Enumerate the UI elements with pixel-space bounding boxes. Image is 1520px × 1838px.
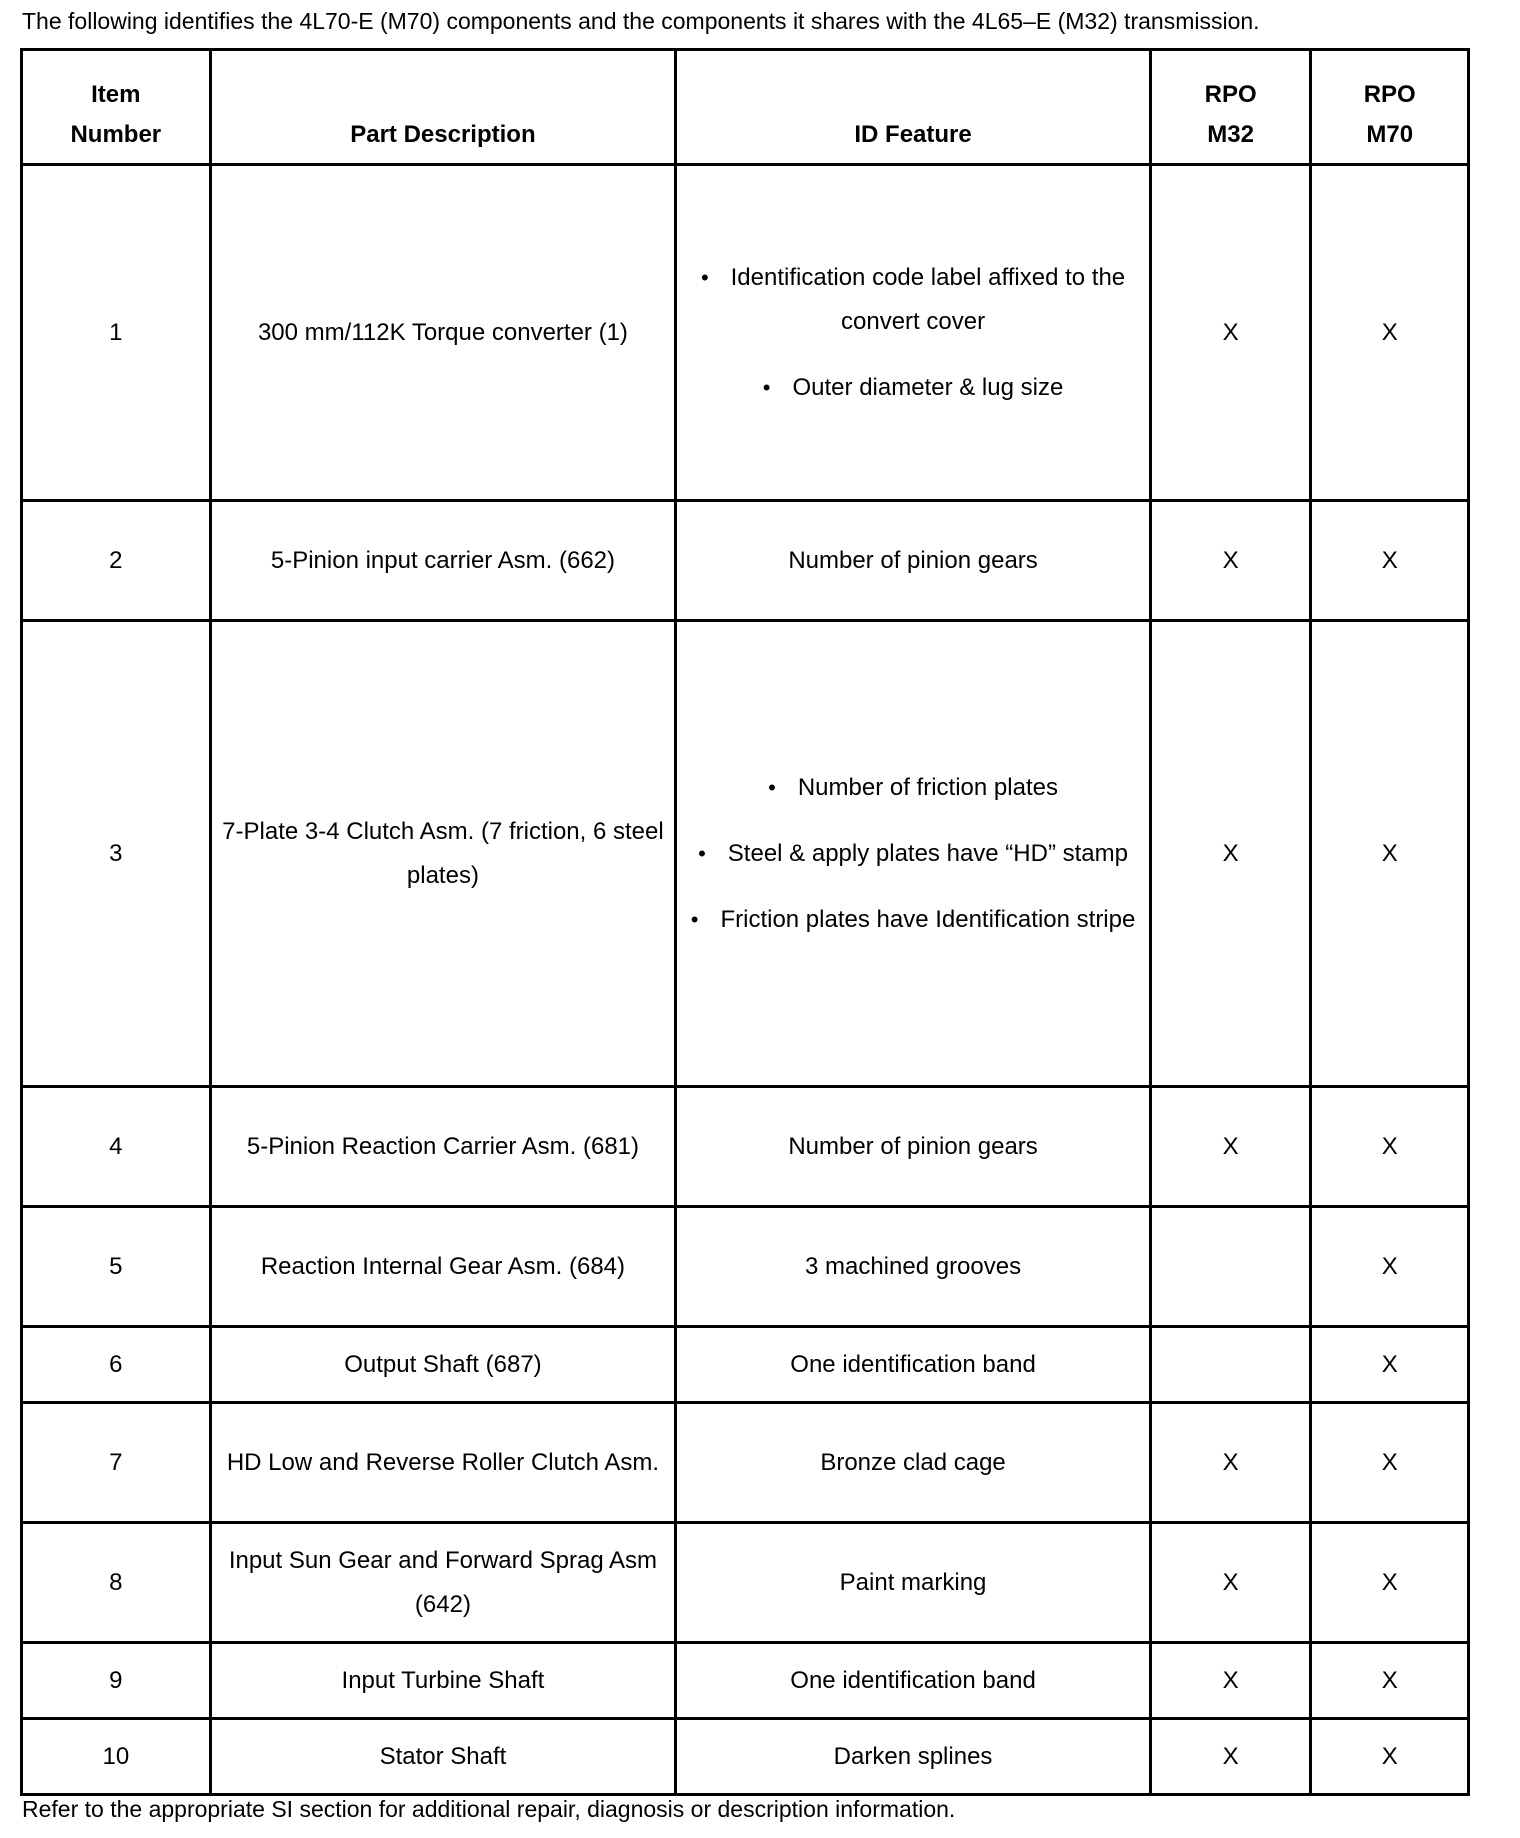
id-feature-cell: 3 machined grooves — [676, 1207, 1151, 1327]
feature-item: • Outer diameter & lug size — [687, 366, 1139, 410]
item-number-cell: 10 — [22, 1719, 211, 1795]
item-number-cell: 2 — [22, 501, 211, 621]
table-row — [22, 1643, 1469, 1719]
part-description-cell: Output Shaft (687) — [210, 1327, 676, 1403]
part-description-cell: 7-Plate 3-4 Clutch Asm. (7 friction, 6 steel plates) — [210, 621, 676, 1087]
footer-note: Refer to the appropriate SI section for additional repair, diagnosis or description information. — [22, 1796, 956, 1822]
part-description-cell: Input Turbine Shaft — [210, 1643, 676, 1719]
rpo-m70-cell: X — [1311, 1327, 1469, 1403]
feature-list — [687, 766, 1139, 942]
bullet-icon: • — [690, 906, 699, 932]
item-number-cell: 4 — [22, 1087, 211, 1207]
table-header-row — [22, 50, 1469, 165]
rpo-m70-cell: X — [1311, 1643, 1469, 1719]
feature-item: • Identification code label affixed to the convert cover — [687, 256, 1139, 344]
id-feature-cell: Paint marking — [676, 1523, 1151, 1643]
rpo-m32-cell: X — [1150, 1719, 1311, 1795]
components-table — [20, 48, 1470, 1796]
table-row — [22, 1523, 1469, 1643]
id-feature-cell: Bronze clad cage — [676, 1403, 1151, 1523]
item-number-cell: 9 — [22, 1643, 211, 1719]
table-row — [22, 1719, 1469, 1795]
item-number-cell: 7 — [22, 1403, 211, 1523]
rpo-m70-cell: X — [1311, 501, 1469, 621]
header-part-description: Part Description — [210, 50, 676, 165]
header-rpo-m32: RPO M32 — [1150, 50, 1311, 165]
bullet-icon: • — [700, 264, 709, 290]
part-description-cell: 300 mm/112K Torque converter (1) — [210, 165, 676, 501]
rpo-m32-cell: X — [1150, 1523, 1311, 1643]
table-row — [22, 621, 1469, 1087]
id-feature-cell: One identification band — [676, 1327, 1151, 1403]
rpo-m70-cell: X — [1311, 1719, 1469, 1795]
feature-list — [687, 256, 1139, 410]
item-number-cell: 1 — [22, 165, 211, 501]
table-row — [22, 1087, 1469, 1207]
part-description-cell: Reaction Internal Gear Asm. (684) — [210, 1207, 676, 1327]
item-number-cell: 6 — [22, 1327, 211, 1403]
id-feature-cell: One identification band — [676, 1643, 1151, 1719]
table-row — [22, 1327, 1469, 1403]
rpo-m32-cell: X — [1150, 1403, 1311, 1523]
rpo-m70-cell: X — [1311, 621, 1469, 1087]
item-number-cell: 5 — [22, 1207, 211, 1327]
rpo-m70-cell: X — [1311, 165, 1469, 501]
item-number-cell: 3 — [22, 621, 211, 1087]
part-description-cell: 5-Pinion Reaction Carrier Asm. (681) — [210, 1087, 676, 1207]
header-item-number: Item Number — [22, 50, 211, 165]
rpo-m70-cell: X — [1311, 1207, 1469, 1327]
part-description-cell: HD Low and Reverse Roller Clutch Asm. — [210, 1403, 676, 1523]
rpo-m70-cell: X — [1311, 1087, 1469, 1207]
item-number-cell: 8 — [22, 1523, 211, 1643]
part-description-cell: 5-Pinion input carrier Asm. (662) — [210, 501, 676, 621]
id-feature-cell — [676, 621, 1151, 1087]
rpo-m32-cell — [1150, 1207, 1311, 1327]
part-description-cell: Stator Shaft — [210, 1719, 676, 1795]
rpo-m32-cell: X — [1150, 621, 1311, 1087]
rpo-m32-cell: X — [1150, 501, 1311, 621]
rpo-m70-cell: X — [1311, 1403, 1469, 1523]
rpo-m32-cell: X — [1150, 1087, 1311, 1207]
id-feature-cell — [676, 165, 1151, 501]
header-id-feature: ID Feature — [676, 50, 1151, 165]
rpo-m70-cell: X — [1311, 1523, 1469, 1643]
feature-item: • Steel & apply plates have “HD” stamp — [687, 832, 1139, 876]
bullet-icon: • — [768, 774, 776, 800]
rpo-m32-cell: X — [1150, 1643, 1311, 1719]
feature-item: • Number of friction plates — [687, 766, 1139, 810]
table-row — [22, 1207, 1469, 1327]
id-feature-cell: Number of pinion gears — [676, 501, 1151, 621]
table-row — [22, 501, 1469, 621]
id-feature-cell: Number of pinion gears — [676, 1087, 1151, 1207]
rpo-m32-cell: X — [1150, 165, 1311, 501]
bullet-icon: • — [762, 374, 771, 400]
part-description-cell: Input Sun Gear and Forward Sprag Asm (642) — [210, 1523, 676, 1643]
id-feature-cell: Darken splines — [676, 1719, 1151, 1795]
header-rpo-m70: RPO M70 — [1311, 50, 1469, 165]
bullet-icon: • — [698, 840, 706, 866]
intro-text: The following identifies the 4L70-E (M70) components and the components it shares with the 4L65–E (M32) transmission. — [22, 8, 1260, 34]
table-row — [22, 165, 1469, 501]
rpo-m32-cell — [1150, 1327, 1311, 1403]
table-row — [22, 1403, 1469, 1523]
feature-item: • Friction plates have Identification stripe — [687, 898, 1139, 942]
